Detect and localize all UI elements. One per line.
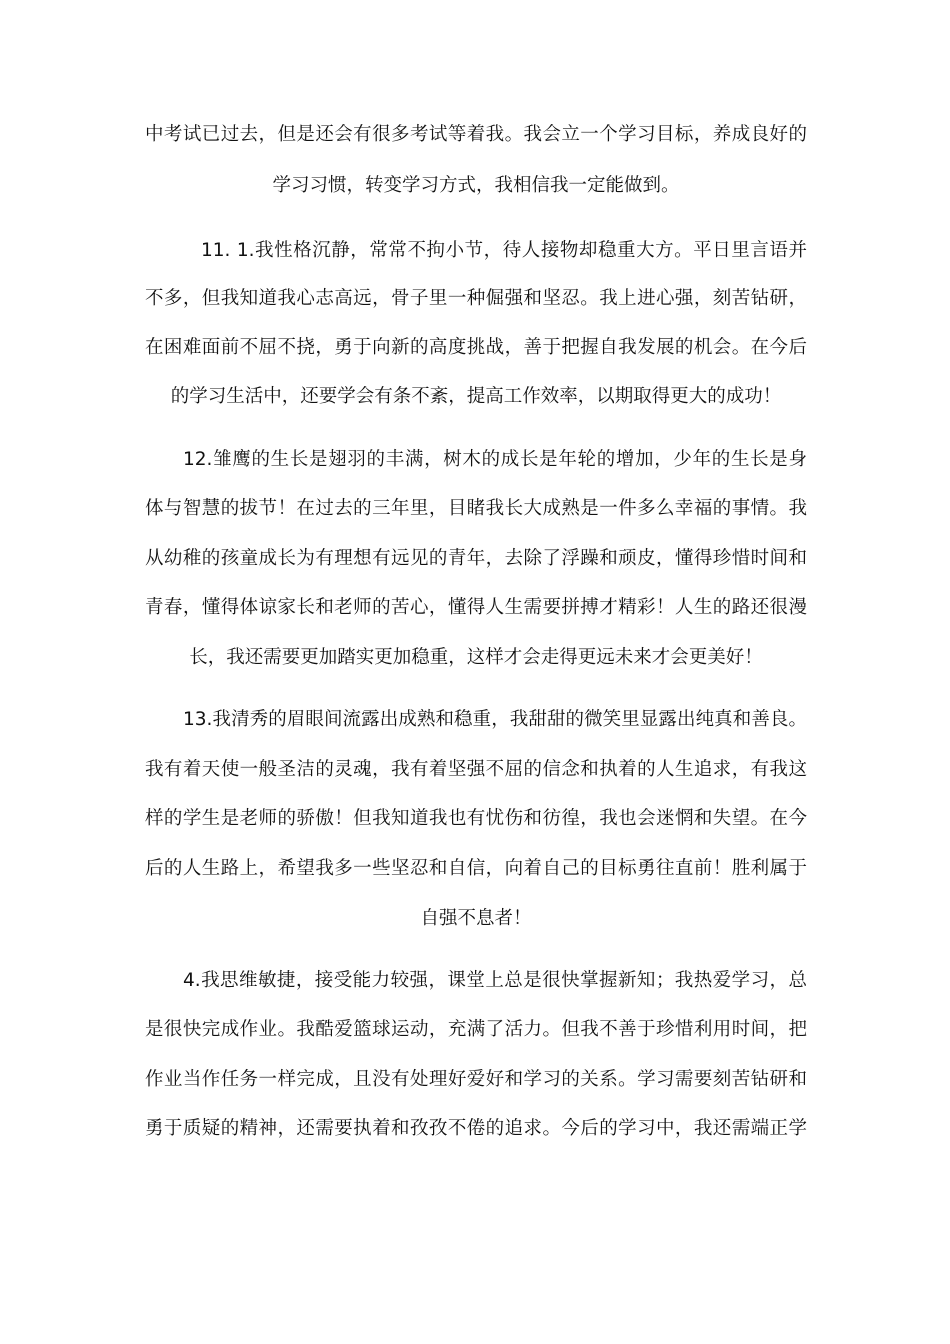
paragraph-3-line-1: 12.雏鹰的生长是翅羽的丰满，树木的成长是年轮的增加，少年的生长是身: [183, 449, 807, 470]
paragraph-4-line-2: 我有着天使一般圣洁的灵魂，我有着坚强不屈的信念和执着的人生追求，有我这: [145, 759, 807, 780]
paragraph-4-line-3: 样的学生是老师的骄傲！但我知道我也有忧伤和彷徨，我也会迷惘和失望。在今: [145, 808, 807, 829]
paragraph-4-line-1: 13.我清秀的眉眼间流露出成熟和稳重，我甜甜的微笑里显露出纯真和善良。: [183, 709, 807, 730]
paragraph-2-line-2: 不多，但我知道我心志高远，骨子里一种倔强和坚忍。我上进心强，刻苦钻研，: [145, 288, 807, 309]
paragraph-5-line-2: 是很快完成作业。我酷爱篮球运动，充满了活力。但我不善于珍惜利用时间，把: [145, 1019, 807, 1040]
paragraph-4-line-5: 自强不息者！: [420, 908, 532, 929]
paragraph-2-line-4: 的学习生活中，还要学会有条不紊，提高工作效率，以期取得更大的成功！: [170, 386, 782, 407]
paragraph-2-line-1: 11. 1.我性格沉静，常常不拘小节，待人接物却稳重大方。平日里言语并: [201, 240, 807, 261]
paragraph-4-line-4: 后的人生路上，希望我多一些坚忍和自信，向着自己的目标勇往直前！胜利属于: [145, 858, 807, 879]
paragraph-3-line-2: 体与智慧的拔节！在过去的三年里，目睹我长大成熟是一件多么幸福的事情。我: [145, 498, 807, 519]
paragraph-1-line-2: 学习习惯，转变学习方式，我相信我一定能做到。: [272, 175, 680, 196]
paragraph-5-line-3: 作业当作任务一样完成，且没有处理好爱好和学习的关系。学习需要刻苦钻研和: [145, 1069, 807, 1090]
paragraph-5-line-1: 4.我思维敏捷，接受能力较强，课堂上总是很快掌握新知；我热爱学习，总: [183, 970, 807, 991]
paragraph-3-line-3: 从幼稚的孩童成长为有理想有远见的青年，去除了浮躁和顽皮，懂得珍惜时间和: [145, 548, 807, 569]
paragraph-3-line-4: 青春，懂得体谅家长和老师的苦心，懂得人生需要拼搏才精彩！人生的路还很漫: [145, 597, 807, 618]
paragraph-1-line-1: 中考试已过去，但是还会有很多考试等着我。我会立一个学习目标，养成良好的: [145, 124, 807, 145]
paragraph-2-line-3: 在困难面前不屈不挠，勇于向新的高度挑战，善于把握自我发展的机会。在今后: [145, 337, 807, 358]
paragraph-5-line-4: 勇于质疑的精神，还需要执着和孜孜不倦的追求。今后的学习中，我还需端正学: [145, 1118, 807, 1139]
paragraph-3-line-5: 长，我还需要更加踏实更加稳重，这样才会走得更远未来才会更美好！: [189, 647, 763, 668]
